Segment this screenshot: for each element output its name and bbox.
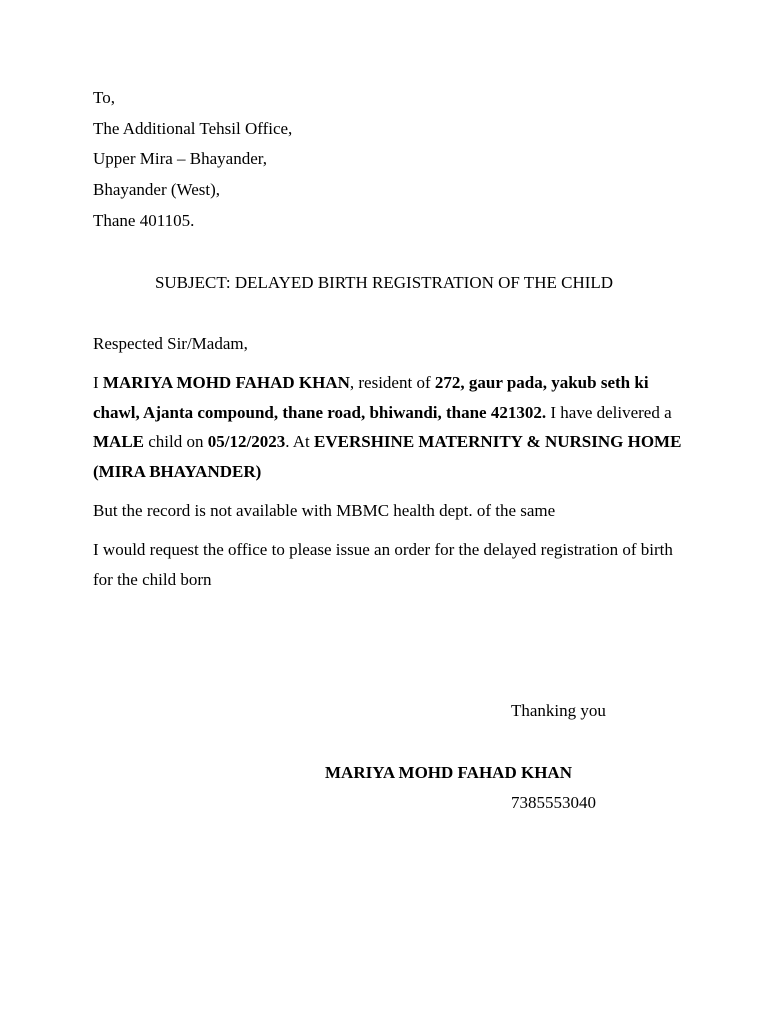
recipient-line-city: Bhayander (West), xyxy=(93,180,221,199)
hospital-name: EVERSHINE MATERNITY & NURSING HOME (MIRA BHAYANDER) xyxy=(93,432,682,481)
closing-thanks: Thanking you xyxy=(511,701,606,720)
body-paragraph-2: But the record is not available with MBMC health dept. of the same xyxy=(93,501,556,520)
body-text: , resident of xyxy=(349,373,435,392)
body-paragraph-1 xyxy=(93,368,683,486)
recipient-line-area: Upper Mira – Bhayander, xyxy=(93,149,267,168)
applicant-address: 272, gaur pada, yakub seth ki chawl, Ajanta compound, thane road, bhiwandi, thane 421302. xyxy=(93,373,649,422)
recipient-line-office: The Additional Tehsil Office, xyxy=(93,119,293,138)
signature-phone: 7385553040 xyxy=(511,793,596,812)
body-text: I xyxy=(93,373,103,392)
subject-line: SUBJECT: DELAYED BIRTH REGISTRATION OF THE CHILD xyxy=(154,273,614,292)
body-text: I have delivered a xyxy=(546,402,672,422)
body-paragraph-3: I would request the office to please issue an order for the delayed registration of birth for the child born xyxy=(93,540,673,589)
child-gender: MALE xyxy=(93,432,144,451)
body-text: child on xyxy=(144,432,208,451)
body-text: . At xyxy=(285,432,315,451)
birth-date: 05/12/2023 xyxy=(207,432,286,451)
signature-name: MARIYA MOHD FAHAD KHAN xyxy=(325,763,572,782)
salutation: Respected Sir/Madam, xyxy=(93,334,248,353)
recipient-line-pincode: Thane 401105. xyxy=(93,211,195,230)
applicant-name: MARIYA MOHD FAHAD KHAN xyxy=(102,373,350,392)
recipient-line-to: To, xyxy=(93,88,115,107)
